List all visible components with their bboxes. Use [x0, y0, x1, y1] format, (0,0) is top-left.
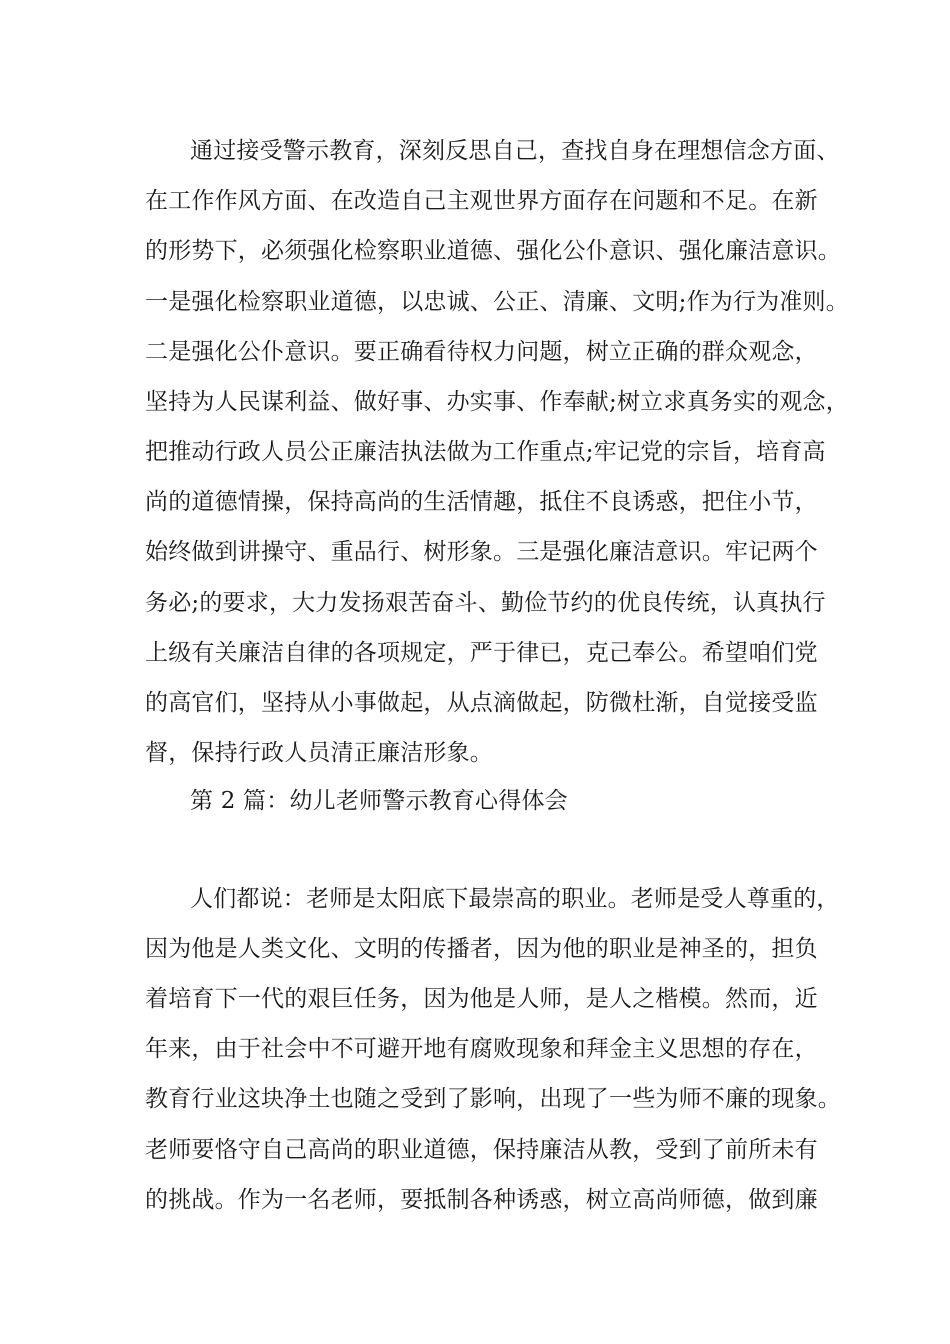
section-heading: 第 2 篇：幼儿老师警示教育心得体会	[190, 788, 568, 814]
text-line: 因为他是人类文化、文明的传播者，因为他的职业是神圣的，担负	[145, 936, 818, 962]
text-line: 老师要恪守自己高尚的职业道德，保持廉洁从教，受到了前所未有	[145, 1137, 818, 1163]
text-line: 着培育下一代的艰巨任务，因为他是人师，是人之楷模。然而，近	[145, 986, 818, 1012]
text-line: 坚持为人民谋利益、做好事、办实事、作奉献;树立求真务实的观念，	[145, 389, 849, 415]
text-line: 始终做到讲操守、重品行、树形象。三是强化廉洁意识。牢记两个	[145, 539, 818, 565]
text-line: 督，保持行政人员清正廉洁形象。	[145, 740, 493, 766]
text-line: 的形势下，必须强化检察职业道德、强化公仆意识、强化廉洁意识。	[145, 238, 841, 264]
text-line: 尚的道德情操，保持高尚的生活情趣，抵住不良诱惑，把住小节，	[145, 489, 818, 515]
text-line: 一是强化检察职业道德，以忠诚、公正、清廉、文明;作为行为准则。	[145, 289, 849, 315]
text-line: 的挑战。作为一名老师，要抵制各种诱惑，树立高尚师德，做到廉	[145, 1187, 818, 1213]
text-line: 教育行业这块净土也随之受到了影响，出现了一些为师不廉的现象。	[145, 1086, 841, 1112]
text-line: 通过接受警示教育，深刻反思自己，查找自身在理想信念方面、	[190, 138, 840, 164]
text-line: 把推动行政人员公正廉洁执法做为工作重点;牢记党的宗旨，培育高	[145, 439, 826, 465]
text-line: 的高官们，坚持从小事做起，从点滴做起，防微杜渐，自觉接受监	[145, 690, 818, 716]
text-line: 人们都说：老师是太阳底下最崇高的职业。老师是受人尊重的，	[190, 886, 840, 912]
text-line: 年来，由于社会中不可避开地有腐败现象和拜金主义思想的存在，	[145, 1036, 818, 1062]
text-line: 在工作作风方面、在改造自己主观世界方面存在问题和不足。在新	[145, 188, 818, 214]
text-line: 上级有关廉洁自律的各项规定，严于律已，克己奉公。希望咱们党	[145, 640, 818, 666]
text-line: 务必;的要求，大力发扬艰苦奋斗、勤俭节约的优良传统，认真执行	[145, 590, 826, 616]
text-line: 二是强化公仆意识。要正确看待权力问题，树立正确的群众观念，	[145, 339, 818, 365]
